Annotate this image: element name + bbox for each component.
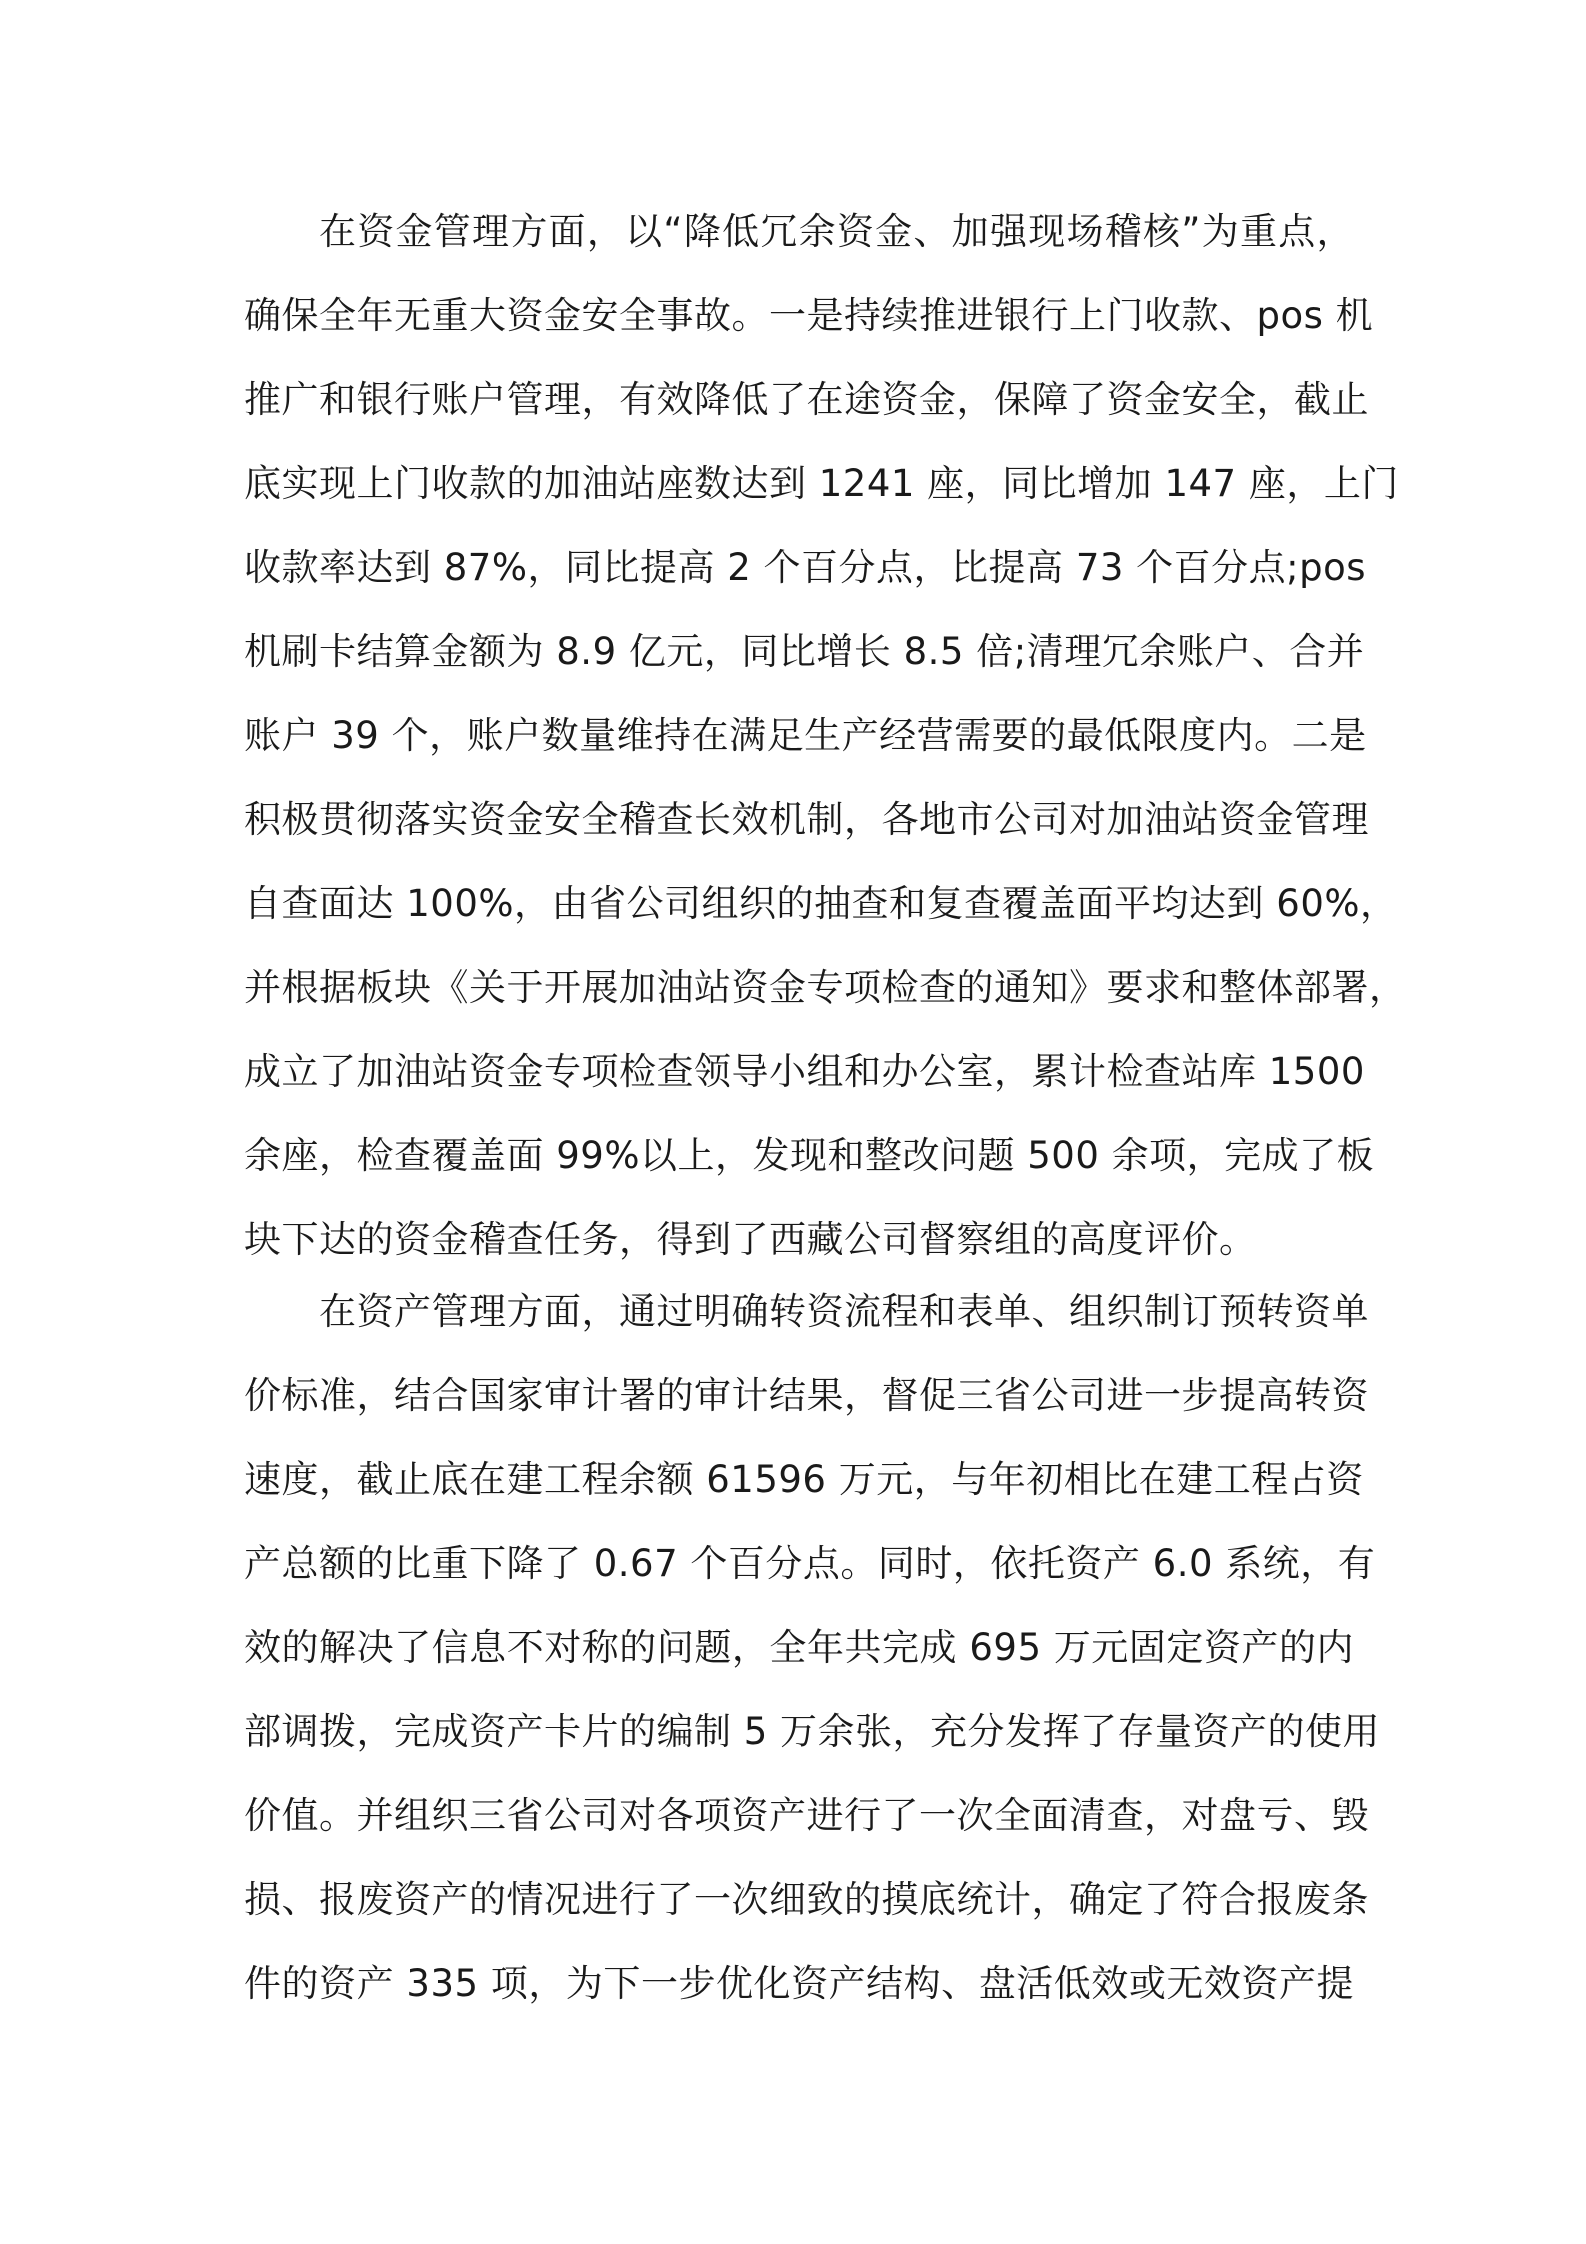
text-line: 机刷卡结算金额为 8.9 亿元，同比增长 8.5 倍;清理冗余账户、合并: [244, 630, 1365, 673]
text-line: 价标准，结合国家审计署的审计结果，督促三省公司进一步提高转资: [244, 1374, 1369, 1417]
text-line: 件的资产 335 项，为下一步优化资产结构、盘活低效或无效资产提: [244, 1962, 1354, 2005]
text-line: 在资产管理方面，通过明确转资流程和表单、组织制订预转资单: [319, 1290, 1369, 1333]
text-line: 收款率达到 87%，同比提高 2 个百分点，比提高 73 个百分点;pos: [244, 546, 1367, 589]
text-line: 价值。并组织三省公司对各项资产进行了一次全面清查，对盘亏、毁: [244, 1794, 1369, 1837]
text-line: 效的解决了信息不对称的问题，全年共完成 695 万元固定资产的内: [244, 1626, 1354, 1669]
paragraph-asset-management: [244, 1270, 1381, 2026]
text-line: 自查面达 100%，由省公司组织的抽查和复查覆盖面平均达到 60%，: [244, 882, 1398, 925]
text-line: 账户 39 个，账户数量维持在满足生产经营需要的最低限度内。二是: [244, 714, 1367, 757]
text-line: 成立了加油站资金专项检查领导小组和办公室，累计检查站库 1500: [244, 1050, 1365, 1093]
text-line: 余座，检查覆盖面 99%以上，发现和整改问题 500 余项，完成了板: [244, 1134, 1375, 1177]
text-line: 产总额的比重下降了 0.67 个百分点。同时，依托资产 6.0 系统，有: [244, 1542, 1376, 1585]
text-line: 推广和银行账户管理，有效降低了在途资金，保障了资金安全，截止: [244, 378, 1369, 421]
text-line: 部调拨，完成资产卡片的编制 5 万余张，充分发挥了存量资产的使用: [244, 1710, 1381, 1753]
paragraph-fund-management: [244, 190, 1407, 1282]
text-line: 确保全年无重大资金安全事故。一是持续推进银行上门收款、pos 机: [244, 294, 1374, 337]
text-line: 底实现上门收款的加油站座数达到 1241 座，同比增加 147 座，上门: [244, 462, 1399, 505]
text-line: 在资金管理方面，以“降低冗余资金、加强现场稽核”为重点，: [319, 210, 1354, 253]
text-line: 速度，截止底在建工程余额 61596 万元，与年初相比在建工程占资: [244, 1458, 1364, 1501]
text-line: 并根据板块《关于开展加油站资金专项检查的通知》要求和整体部署，: [244, 966, 1407, 1009]
text-line: 积极贯彻落实资金安全稽查长效机制，各地市公司对加油站资金管理: [244, 798, 1369, 841]
text-line: 块下达的资金稽查任务，得到了西藏公司督察组的高度评价。: [244, 1218, 1257, 1261]
text-line: 损、报废资产的情况进行了一次细致的摸底统计，确定了符合报废条: [244, 1878, 1369, 1921]
